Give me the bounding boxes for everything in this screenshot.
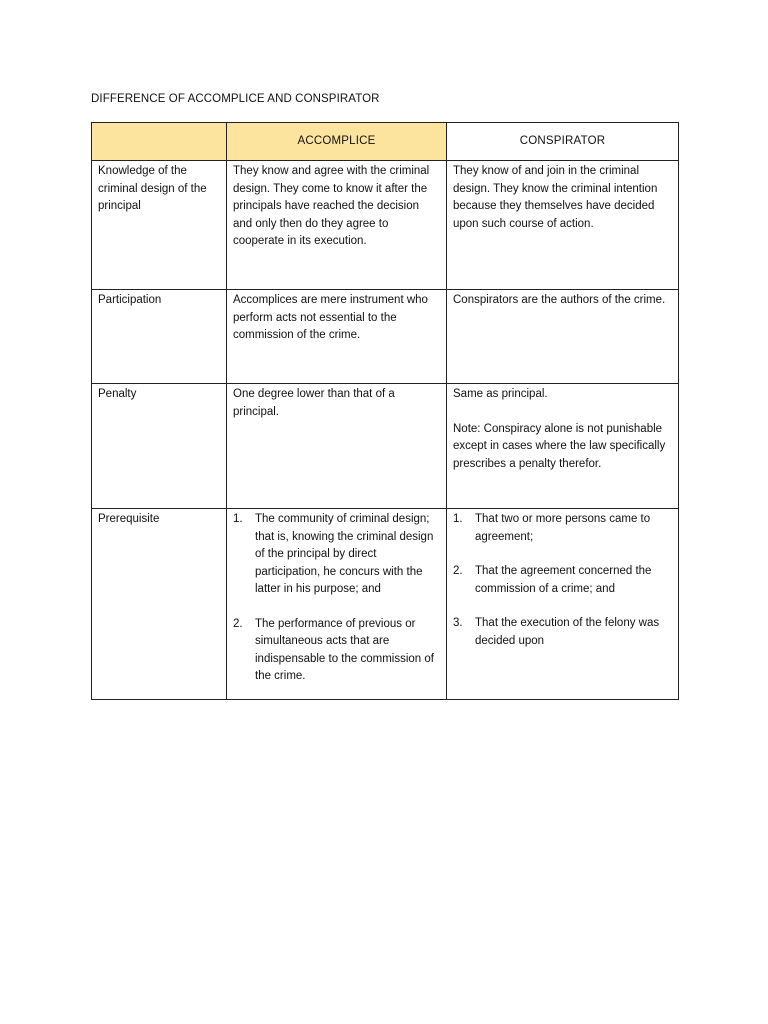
row-label: Participation: [92, 290, 227, 384]
header-cell-accomplice: ACCOMPLICE: [227, 123, 447, 161]
row-label: Prerequisite: [92, 509, 227, 700]
comparison-table: [91, 122, 679, 700]
list-number: 1.: [233, 513, 243, 525]
list-number: 2.: [233, 617, 243, 630]
list-item: [453, 511, 673, 546]
accomplice-prerequisite-list: [233, 511, 441, 686]
list-item-text: That the agreement concerned the commission of a crime; and: [475, 565, 652, 595]
list-item-text: That two or more persons came to agreement;: [475, 513, 651, 543]
accomplice-cell: One degree lower than that of a principal.: [227, 384, 447, 509]
list-number: 3.: [453, 617, 463, 629]
table-row-participation: [92, 290, 679, 384]
table-row-knowledge: [92, 161, 679, 290]
list-item-text: The community of criminal design; that is, knowing the criminal design of the principal by direct participation, he concurs with the latter in his purpose; and: [255, 513, 434, 595]
list-number: 1.: [453, 513, 463, 525]
conspirator-cell: [447, 384, 679, 509]
list-item-text: That the execution of the felony was decided upon: [475, 617, 660, 647]
list-item: [233, 511, 441, 599]
list-item: [453, 615, 673, 650]
list-item: [453, 563, 673, 598]
document-title: DIFFERENCE OF ACCOMPLICE AND CONSPIRATOR: [91, 93, 380, 105]
header-cell-conspirator: CONSPIRATOR: [447, 123, 679, 161]
row-label: Knowledge of the criminal design of the principal: [92, 161, 227, 290]
list-item-text: The performance of previous or simultaneous acts that are indispensable to the commission of the crime.: [255, 617, 434, 682]
list-item: [233, 616, 441, 686]
conspirator-cell: Conspirators are the authors of the crime.: [447, 290, 679, 384]
accomplice-cell: [227, 509, 447, 700]
conspirator-cell: They know of and join in the criminal design. They know the criminal intention because they themselves have decided upon such course of action.: [447, 161, 679, 290]
conspirator-prerequisite-list: [453, 511, 673, 650]
accomplice-cell: They know and agree with the criminal design. They come to know it after the principals have reached the decision and only then do they agree to cooperate in its execution.: [227, 161, 447, 290]
conspiracy-note: Note: Conspiracy alone is not punishable except in cases where the law specifically prescribes a penalty therefor.: [453, 422, 666, 470]
list-number: 2.: [453, 565, 463, 577]
accomplice-cell: Accomplices are mere instrument who perform acts not essential to the commission of the crime.: [227, 290, 447, 384]
conspirator-penalty-text: Same as principal.: [453, 388, 548, 400]
table-header-row: [92, 123, 679, 161]
table-row-prerequisite: [92, 509, 679, 700]
row-label: Penalty: [92, 384, 227, 509]
table-row-penalty: [92, 384, 679, 509]
conspirator-cell: [447, 509, 679, 700]
header-cell-empty: [92, 123, 227, 161]
